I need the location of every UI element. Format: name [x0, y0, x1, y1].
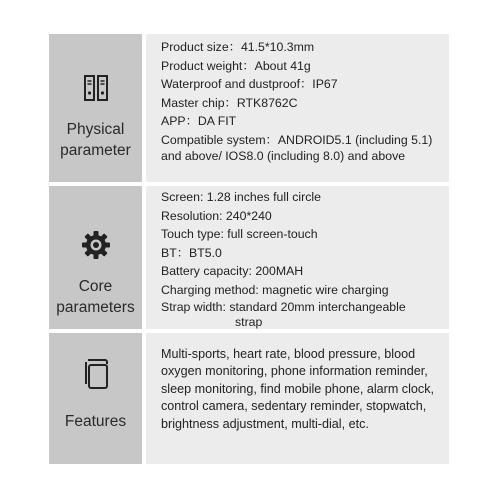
physical-content-cell	[146, 34, 449, 182]
features-section	[49, 333, 449, 464]
spec-battery: Battery capacity: 200MAH	[161, 264, 304, 279]
spec-compatible-system: Compatible system：ANDROID5.1 (including 5.1) and above/ IOS8.0 (including 8.0) and above	[161, 132, 433, 163]
core-label-line1: Core	[78, 278, 113, 295]
physical-label	[49, 119, 142, 161]
physical-parameter-section	[49, 34, 449, 182]
physical-label-line1: Physical	[66, 121, 125, 138]
spec-app: APP：DA FIT	[161, 114, 237, 129]
core-label	[49, 276, 142, 318]
spec-master-chip: Master chip：RTK8762C	[161, 95, 298, 110]
spec-charging: Charging method: magnetic wire charging	[161, 282, 389, 297]
spec-touch-type: Touch type: full screen-touch	[161, 227, 318, 242]
spec-waterproof: Waterproof and dustproof：IP67	[161, 77, 338, 92]
features-description: Multi-sports, heart rate, blood pressure, blood oxygen monitoring, phone information reminder, sleep monitoring, find mobile phone, alarm clock, control camera, sedentary reminder, stopwatch, brightness adjustment, multi-dial, etc.	[161, 347, 435, 431]
spec-bt: BT：BT5.0	[161, 245, 222, 260]
spec-strap-width-continuation: strap	[235, 314, 263, 329]
core-spec-list	[161, 188, 441, 330]
binders-icon	[82, 74, 110, 102]
physical-spec-list	[161, 38, 441, 164]
physical-label-cell	[49, 34, 142, 182]
spec-product-size: Product size：41.5*10.3mm	[161, 40, 315, 54]
core-content-cell	[146, 186, 449, 329]
spec-screen: Screen: 1.28 inches full circle	[161, 190, 321, 204]
spec-resolution: Resolution: 240*240	[161, 208, 272, 223]
spec-product-weight: Product weight：About 41g	[161, 58, 311, 73]
spec-strap-width	[161, 300, 441, 330]
features-content-cell	[146, 333, 449, 464]
core-parameters-section	[49, 186, 449, 329]
features-label: Features	[64, 413, 127, 430]
gear-icon	[80, 229, 112, 261]
core-label-line2: parameters	[56, 299, 135, 316]
features-label-cell	[49, 333, 142, 464]
tablet-icon	[81, 357, 111, 391]
spec-strap-width-text: Strap width: standard 20mm interchangeable	[161, 299, 406, 314]
core-label-cell	[49, 186, 142, 329]
physical-label-line2: parameter	[60, 142, 131, 159]
